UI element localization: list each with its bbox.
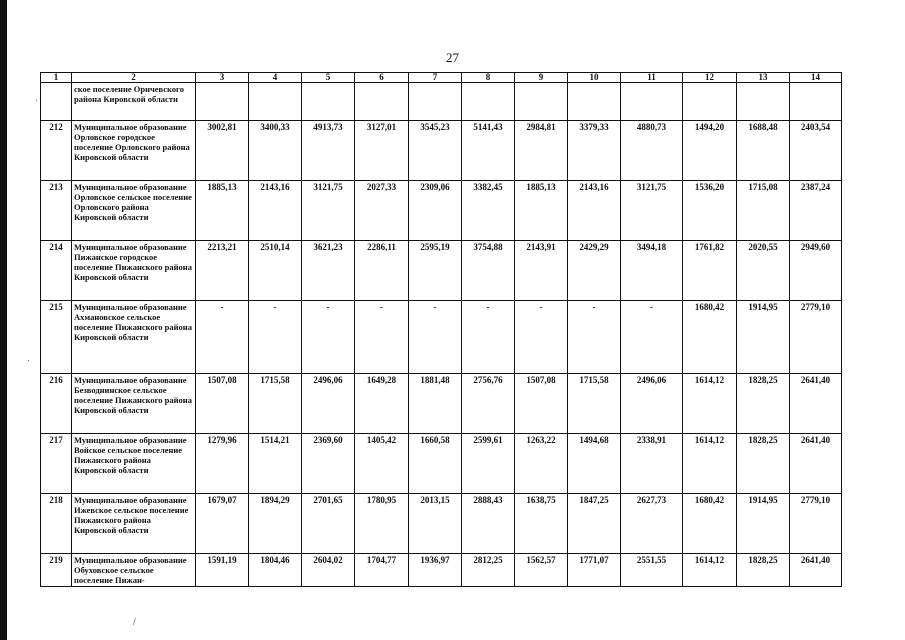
value-cell: 1680,42 — [683, 494, 737, 554]
row-number: 214 — [41, 241, 72, 301]
value-cell: 1914,95 — [737, 494, 790, 554]
value-cell: 1680,42 — [683, 301, 737, 374]
value-cell: 2496,06 — [621, 374, 683, 434]
col-header: 9 — [515, 73, 568, 83]
value-cell: 2369,60 — [302, 434, 355, 494]
value-cell: 1914,95 — [737, 301, 790, 374]
col-header: 5 — [302, 73, 355, 83]
value-cell: 1804,46 — [249, 554, 302, 587]
value-cell: 2387,24 — [790, 181, 842, 241]
table-row — [41, 494, 842, 554]
value-cell: - — [515, 301, 568, 374]
value-cell: 1263,22 — [515, 434, 568, 494]
row-number: 215 — [41, 301, 72, 374]
value-cell: 2338,91 — [621, 434, 683, 494]
table-row — [41, 181, 842, 241]
value-cell: 2213,21 — [196, 241, 249, 301]
value-cell: 2013,15 — [409, 494, 462, 554]
value-cell — [409, 83, 462, 121]
value-cell: 2641,40 — [790, 434, 842, 494]
value-cell: 2286,11 — [355, 241, 409, 301]
value-cell: 1847,25 — [568, 494, 621, 554]
data-table — [40, 72, 842, 587]
value-cell: 1279,96 — [196, 434, 249, 494]
scan-edge-bar — [0, 0, 7, 640]
table-row — [41, 554, 842, 587]
value-cell: 1936,97 — [409, 554, 462, 587]
municipality-name: Муниципальное образование Орловское сельское поселение Орловского района Кировской области — [72, 181, 196, 241]
value-cell: 2143,16 — [249, 181, 302, 241]
value-cell: 1562,57 — [515, 554, 568, 587]
col-header: 14 — [790, 73, 842, 83]
value-cell: 2779,10 — [790, 301, 842, 374]
value-cell — [515, 83, 568, 121]
value-cell: 3494,18 — [621, 241, 683, 301]
col-header: 6 — [355, 73, 409, 83]
scan-mark: / — [133, 617, 136, 628]
page-number: 27 — [446, 50, 459, 65]
value-cell: 1649,28 — [355, 374, 409, 434]
value-cell: 1494,68 — [568, 434, 621, 494]
value-cell: 1660,58 — [409, 434, 462, 494]
value-cell: 1688,48 — [737, 121, 790, 181]
value-cell: 1494,20 — [683, 121, 737, 181]
value-cell: 1715,08 — [737, 181, 790, 241]
col-header: 8 — [462, 73, 515, 83]
value-cell: 2403,54 — [790, 121, 842, 181]
value-cell: - — [462, 301, 515, 374]
value-cell: 1704,77 — [355, 554, 409, 587]
value-cell: - — [249, 301, 302, 374]
value-cell — [355, 83, 409, 121]
value-cell: 2984,81 — [515, 121, 568, 181]
row-number: 217 — [41, 434, 72, 494]
value-cell: 3621,23 — [302, 241, 355, 301]
value-cell: - — [568, 301, 621, 374]
value-cell: 2143,91 — [515, 241, 568, 301]
value-cell: 1614,12 — [683, 554, 737, 587]
value-cell: 2496,06 — [302, 374, 355, 434]
row-number — [41, 83, 72, 121]
value-cell: 2888,43 — [462, 494, 515, 554]
value-cell: - — [409, 301, 462, 374]
value-cell: 1771,07 — [568, 554, 621, 587]
value-cell: 2949,60 — [790, 241, 842, 301]
value-cell: 3002,81 — [196, 121, 249, 181]
value-cell: - — [355, 301, 409, 374]
value-cell: 1614,12 — [683, 374, 737, 434]
header-row — [41, 73, 842, 83]
value-cell: - — [621, 301, 683, 374]
table-row — [41, 434, 842, 494]
value-cell: 1885,13 — [515, 181, 568, 241]
value-cell: 2701,65 — [302, 494, 355, 554]
row-number: 218 — [41, 494, 72, 554]
value-cell: 3545,23 — [409, 121, 462, 181]
row-number: 219 — [41, 554, 72, 587]
value-cell: 1507,08 — [515, 374, 568, 434]
value-cell — [621, 83, 683, 121]
value-cell: 1828,25 — [737, 554, 790, 587]
value-cell: 1591,19 — [196, 554, 249, 587]
value-cell: 2779,10 — [790, 494, 842, 554]
col-header: 11 — [621, 73, 683, 83]
value-cell: 1614,12 — [683, 434, 737, 494]
scan-speck — [36, 100, 37, 101]
table-row — [41, 374, 842, 434]
value-cell: 2599,61 — [462, 434, 515, 494]
value-cell: 2027,33 — [355, 181, 409, 241]
value-cell — [196, 83, 249, 121]
value-cell: 2510,14 — [249, 241, 302, 301]
value-cell: 3127,01 — [355, 121, 409, 181]
value-cell: 3121,75 — [621, 181, 683, 241]
value-cell: 3382,45 — [462, 181, 515, 241]
value-cell: 1715,58 — [568, 374, 621, 434]
row-number: 216 — [41, 374, 72, 434]
table-row — [41, 83, 842, 121]
row-number: 213 — [41, 181, 72, 241]
value-cell: 1514,21 — [249, 434, 302, 494]
value-cell: 3754,88 — [462, 241, 515, 301]
value-cell: 4880,73 — [621, 121, 683, 181]
value-cell: 5141,43 — [462, 121, 515, 181]
value-cell: 2551,55 — [621, 554, 683, 587]
table-row — [41, 301, 842, 374]
value-cell: 2641,40 — [790, 374, 842, 434]
municipality-name: Муниципальное образование Ахмановское сельское поселение Пижанского района Кировской области — [72, 301, 196, 374]
value-cell: 2143,16 — [568, 181, 621, 241]
value-cell: - — [302, 301, 355, 374]
value-cell: 1885,13 — [196, 181, 249, 241]
value-cell: 4913,73 — [302, 121, 355, 181]
table-row — [41, 241, 842, 301]
value-cell — [568, 83, 621, 121]
value-cell: - — [196, 301, 249, 374]
value-cell: 1679,07 — [196, 494, 249, 554]
value-cell: 2604,02 — [302, 554, 355, 587]
value-cell: 1881,48 — [409, 374, 462, 434]
municipality-name: Муниципальное образование Орловское городское поселение Орловского района Кировской области — [72, 121, 196, 181]
col-header: 12 — [683, 73, 737, 83]
value-cell: 1828,25 — [737, 434, 790, 494]
municipality-name: ское поселение Оричевского района Кировской области — [72, 83, 196, 121]
value-cell: 1761,82 — [683, 241, 737, 301]
value-cell: 2595,19 — [409, 241, 462, 301]
municipality-name: Муниципальное образование Войское сельское поселение Пижанского района Кировской области — [72, 434, 196, 494]
value-cell: 1715,58 — [249, 374, 302, 434]
value-cell — [249, 83, 302, 121]
value-cell: 1507,08 — [196, 374, 249, 434]
value-cell — [683, 83, 737, 121]
value-cell — [462, 83, 515, 121]
value-cell: 2641,40 — [790, 554, 842, 587]
value-cell: 2627,73 — [621, 494, 683, 554]
value-cell: 3121,75 — [302, 181, 355, 241]
col-header: 1 — [41, 73, 72, 83]
col-header: 13 — [737, 73, 790, 83]
value-cell: 2812,25 — [462, 554, 515, 587]
scan-speck — [28, 360, 29, 361]
value-cell — [737, 83, 790, 121]
value-cell: 1780,95 — [355, 494, 409, 554]
col-header: 4 — [249, 73, 302, 83]
row-number: 212 — [41, 121, 72, 181]
table-row — [41, 121, 842, 181]
value-cell: 1894,29 — [249, 494, 302, 554]
value-cell: 2020,55 — [737, 241, 790, 301]
value-cell: 2756,76 — [462, 374, 515, 434]
col-header: 2 — [72, 73, 196, 83]
value-cell — [302, 83, 355, 121]
municipality-name: Муниципальное образование Пижанское городское поселение Пижанского района Кировской области — [72, 241, 196, 301]
value-cell — [790, 83, 842, 121]
value-cell: 1638,75 — [515, 494, 568, 554]
value-cell: 2309,06 — [409, 181, 462, 241]
col-header: 10 — [568, 73, 621, 83]
municipality-name: Муниципальное образование Безводнинское сельское поселение Пижанского района Кировской области — [72, 374, 196, 434]
value-cell: 3400,33 — [249, 121, 302, 181]
municipality-name: Муниципальное образование Обуховское сельское поселение Пижан- — [72, 554, 196, 587]
value-cell: 1405,42 — [355, 434, 409, 494]
municipality-name: Муниципальное образование Ижевское сельское поселение Пижанского района Кировской области — [72, 494, 196, 554]
col-header: 3 — [196, 73, 249, 83]
value-cell: 2429,29 — [568, 241, 621, 301]
col-header: 7 — [409, 73, 462, 83]
value-cell: 1828,25 — [737, 374, 790, 434]
value-cell: 3379,33 — [568, 121, 621, 181]
value-cell: 1536,20 — [683, 181, 737, 241]
